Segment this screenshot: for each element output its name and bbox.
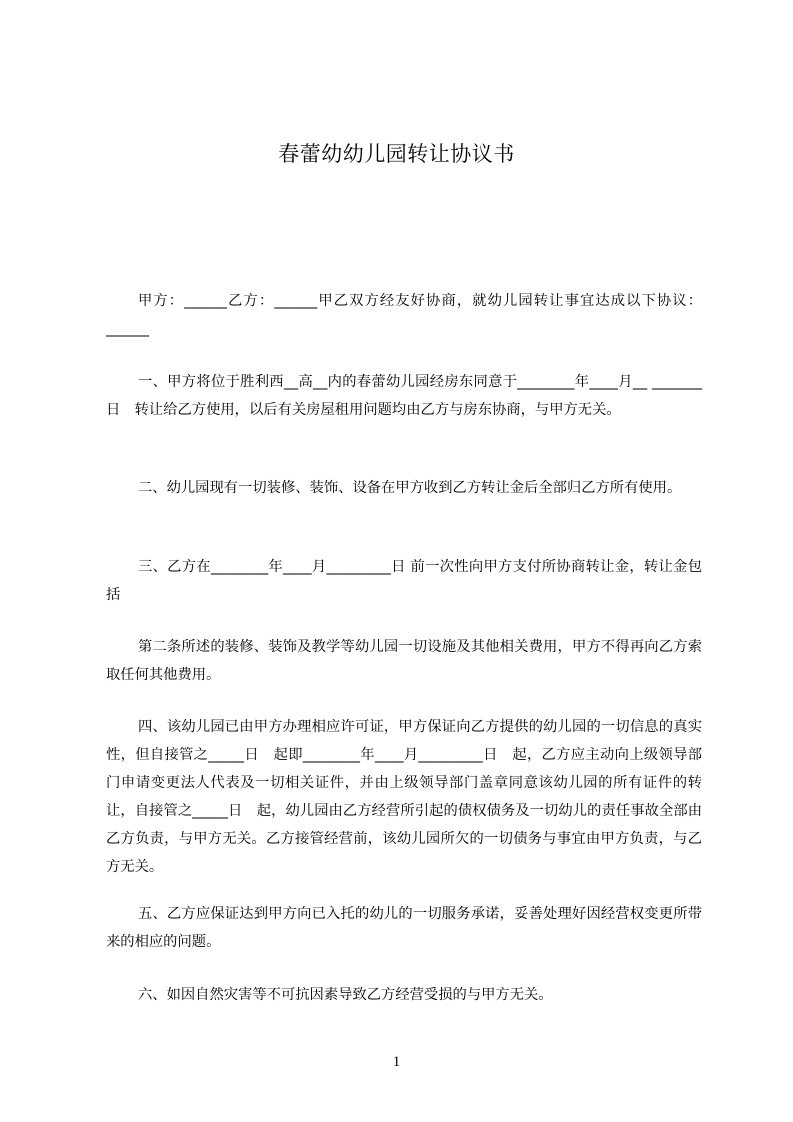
page-number: 1 [392, 1054, 401, 1070]
paragraph-clause-3-cont: 第二条所述的装修、装饰及教学等幼儿园一切设施及其他相关费用，甲方不得再向乙方索取任何其他费用。 [106, 639, 702, 683]
paragraph-clause-5: 五、乙方应保证达到甲方向已入托的幼儿的一切服务承诺，妥善处理好因经营权变更所带来的相应的问题。 [106, 906, 702, 950]
paragraph-clause-6: 六、如因自然灾害等不可抗因素导致乙方经营受损的与甲方无关。 [138, 987, 553, 1003]
paragraph-parties: 甲方：______乙方：______甲乙双方经友好协商，就幼儿园转让事宜达成以下协议：______ [106, 293, 702, 337]
document-title: 春蕾幼幼儿园转让协议书 [278, 142, 515, 166]
paragraph-clause-1: 一、甲方将位于胜利西__高__内的春蕾幼儿园经房东同意于________年____月__ _______日 转让给乙方使用，以后有关房屋租用问题均由乙方与房东协商，与甲方无关。 [106, 374, 702, 418]
paragraph-clause-2: 二、幼儿园现有一切装修、装饰、设备在甲方收到乙方转让金后全部归乙方所有使用。 [138, 480, 682, 496]
paragraph-clause-4: 四、该幼儿园已由甲方办理相应许可证，甲方保证向乙方提供的幼儿园的一切信息的真实性，但自接管之_____日 起即________年____月_________日 起，乙方应主动向上级领导部门申请变更法人代表及一切相关证件，并由上级领导部门盖章同意该幼儿园的所有证件的转让，自接管之_____日 起，幼儿园由乙方经营所引起的债权债务及一切幼儿的责任事故全部由乙方负责，与甲方无关。乙方接管经营前，该幼儿园所欠的一切债务与事宜由甲方负责，与乙方无关。 [106, 719, 702, 875]
paragraph-clause-3: 三、乙方在________年____月_________日 前一次性向甲方支付所协商转让金，转让金包括 [106, 559, 702, 603]
